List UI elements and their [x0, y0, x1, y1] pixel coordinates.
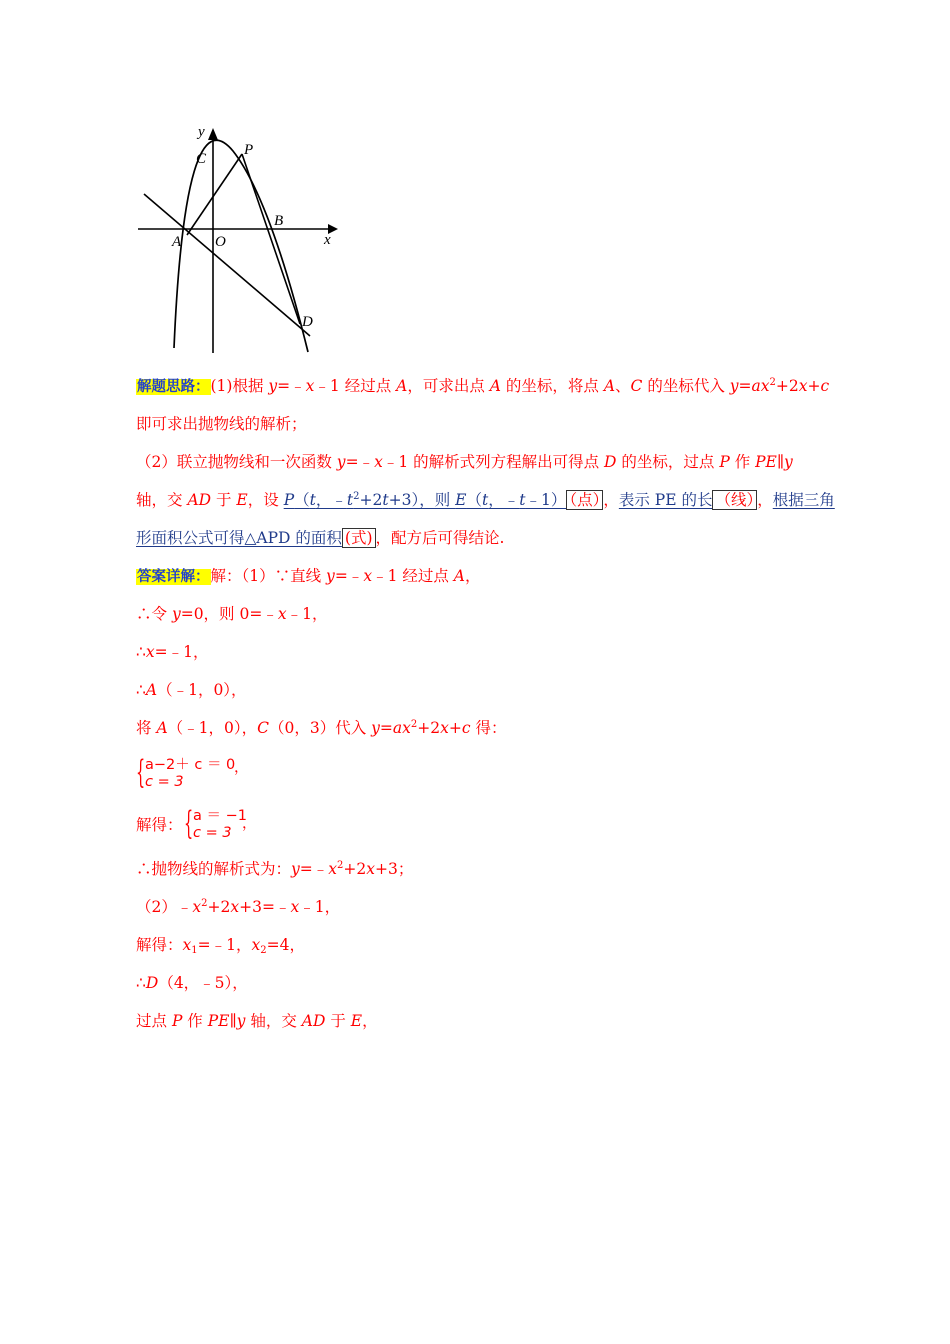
- equation-system-1: { a−2＋ c ＝ 0 c = 3 ，: [136, 753, 249, 791]
- label-a: A: [172, 234, 182, 250]
- answer-line-8: ∴抛物线的解析式为：$y=﹣x^2+2x+3$；: [136, 860, 414, 878]
- answer-line-5: 将 A（﹣1，0），C（0，3）代入 $y=ax^2+2x+c$ 得：: [136, 719, 507, 737]
- label-p: P: [244, 142, 254, 158]
- brace-2: {: [184, 804, 194, 842]
- analysis-line-3: （2）联立抛物线和一次函数 y=﹣x﹣1 的解析式列方程解出可得点 D 的坐标，过点 P 作 PE∥y: [136, 453, 793, 471]
- segment-pd: [242, 154, 300, 324]
- brace-1: {: [136, 753, 146, 791]
- answer-line-11: ∴D（4，﹣5），: [136, 974, 248, 992]
- label-y: y: [198, 124, 205, 140]
- parabola-figure: [130, 118, 345, 358]
- analysis-tag: 解题思路：: [137, 379, 210, 395]
- label-o: O: [215, 234, 226, 250]
- line-ad: [144, 194, 310, 336]
- label-b: B: [274, 213, 284, 229]
- answer-line-1: 答案详解：解：（1）∵直线 y=﹣x﹣1 经过点 A，: [137, 567, 481, 585]
- analysis-line-4: 轴，交 AD 于 E，设 P（t，$﹣t^2+2t+3$），则 E（t，﹣t﹣1） （点） ，表示 PE 的长 （线） ，根据三角: [136, 491, 835, 509]
- answer-tag: 答案详解：: [137, 569, 210, 585]
- analysis-line-2: 即可求出抛物线的解析；: [136, 415, 307, 433]
- answer-line-10: 解得：$x_1=﹣1$，$x_2=4$，: [136, 936, 305, 956]
- answer-line-12: 过点 P 作 PE∥y 轴，交 AD 于 E，: [136, 1012, 378, 1030]
- answer-line-2: ∴令 y=0，则 0=﹣x﹣1，: [136, 605, 328, 623]
- parabola-curve: [174, 140, 308, 352]
- analysis-line-5: 形面积公式可得△APD 的面积 (式) ，配方后可得结论.: [136, 529, 505, 547]
- y-axis-arrow: [208, 128, 218, 140]
- label-d: D: [302, 314, 313, 330]
- answer-line-9: $(2)﹣x^2+2x+3=﹣x﹣1$，: [136, 898, 341, 916]
- answer-line-4: ∴A（﹣1，0），: [136, 681, 247, 699]
- label-x: x: [324, 232, 331, 248]
- label-c: C: [196, 151, 207, 167]
- annotation-line-box: （线）: [712, 490, 757, 510]
- annotation-formula-box: (式): [342, 528, 376, 548]
- annotation-point-box: （点）: [566, 490, 603, 510]
- answer-solve-label: 解得：: [136, 816, 183, 834]
- answer-line-3: ∴x=﹣1，: [136, 643, 209, 661]
- equation-system-2: { a ＝ −1 c = 3 ，: [184, 804, 257, 842]
- analysis-line-1: 解题思路：(1)根据 y=﹣x﹣1 经过点 A，可求出点 A 的坐标，将点 A、C 的坐标代入 $y=ax^2+2x+c$: [137, 377, 830, 395]
